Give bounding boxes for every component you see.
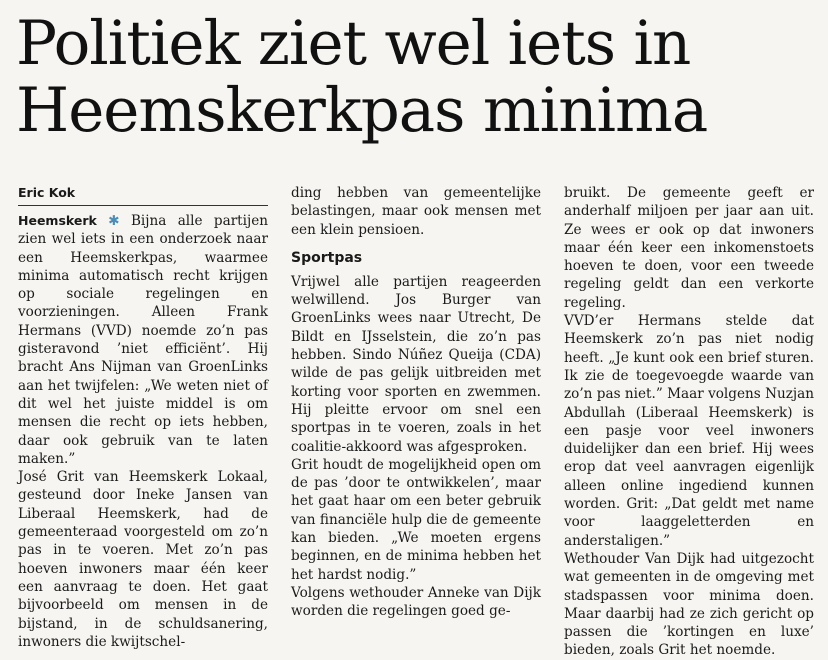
- headline: [16, 10, 816, 144]
- asterisk-icon: ✱: [108, 213, 120, 229]
- paragraph: Wethouder Van Dijk had uitgezocht wat gemeenten in de omgeving met stadspassen voor minima doen. Maar daarbij had ze zich gericht op passen die ’kortingen en luxe’ bieden, zoals Grit het noemde.: [564, 550, 814, 659]
- subheading: Sportpas: [291, 249, 363, 266]
- article-column-2: [291, 184, 541, 621]
- paragraph: bruikt. De gemeente geeft er anderhalf miljoen per jaar aan uit. Ze wees er ook op dat inwoners maar één keer een inkomenstoets hoeven te doen, voor een tweede regeling geldt dan een verkorte regeling.: [564, 185, 814, 311]
- paragraph: VVD’er Hermans stelde dat Heemskerk zo’n pas niet nodig heeft. „Je kunt ook een brief sturen. Ik zie de toegevoegde waarde van zo’n pas niet.” Maar volgens Nuzjan Abdullah (Liberaal Heemskerk) is een pasje voor veel inwoners duidelijker dan een brief. Hij wees erop dat veel aanvragen eigenlijk alleen online ingediend kunnen worden. Grit: „Dat geldt met name voor laaggeletterden en anderstaligen.”: [564, 313, 814, 549]
- paragraph: Volgens wethouder Anneke van Dijk worden die regelingen goed ge-: [291, 584, 541, 620]
- paragraph-text: Bijna alle partijen zien wel iets in een onderzoek naar een Heemskerkpas, waarmee minima automatisch recht krijgen op sociale regelingen en voorzieningen. Alleen Frank Hermans (VVD) noemde zo’n pas gisteravond ’niet efficiënt’. Hij bracht Ans Nijman van GroenLinks aan het twijfelen: „We weten niet of dit wel het juiste middel is om mensen die recht op iets hebben, daar ook gebruik van te laten maken.”: [18, 213, 269, 467]
- paragraph: [18, 212, 268, 468]
- byline: Eric Kok: [18, 184, 268, 206]
- article-column-3: [564, 184, 814, 660]
- headline-line-2: Heemskerkpas minima: [16, 75, 708, 146]
- article-column-1: [18, 184, 268, 651]
- paragraph: Vrijwel alle partijen reageerden welwillend. Jos Burger van GroenLinks wees naar Utrecht, De Bildt en IJsselstein, die zo’n pas hebben. Sindo Núñez Queija (CDA) wilde de pas gelijk uitbreiden met korting voor sporten en zwemmen. Hij pleitte ervoor om snel een sportpas in te voeren, zoals in het coalitie-akkoord was afgesproken.: [291, 273, 541, 455]
- paragraph: Grit houdt de mogelijkheid open om de pas ’door te ontwikkelen’, maar het gaat haar om een beter gebruik van financiële hulp die de gemeente kan bieden. „We moeten ergens beginnen, en de minima hebben het het hardst nodig.”: [291, 456, 541, 583]
- headline-line-1: Politiek ziet wel iets in: [16, 8, 691, 79]
- paragraph: ding hebben van gemeentelijke belastingen, maar ook mensen met een klein pensioen.: [291, 185, 541, 238]
- dateline: Heemskerk: [18, 213, 97, 228]
- paragraph: José Grit van Heemskerk Lokaal, gesteund door Ineke Jansen van Liberaal Heemskerk, had de gemeenteraad voorgesteld om zo’n pas in te voeren. Met zo’n pas hoeven inwoners maar één keer een aanvraag te doen. Het gaat bijvoorbeeld om mensen in de bijstand, in de schuldsanering, inwoners die kwijtschel-: [18, 469, 268, 650]
